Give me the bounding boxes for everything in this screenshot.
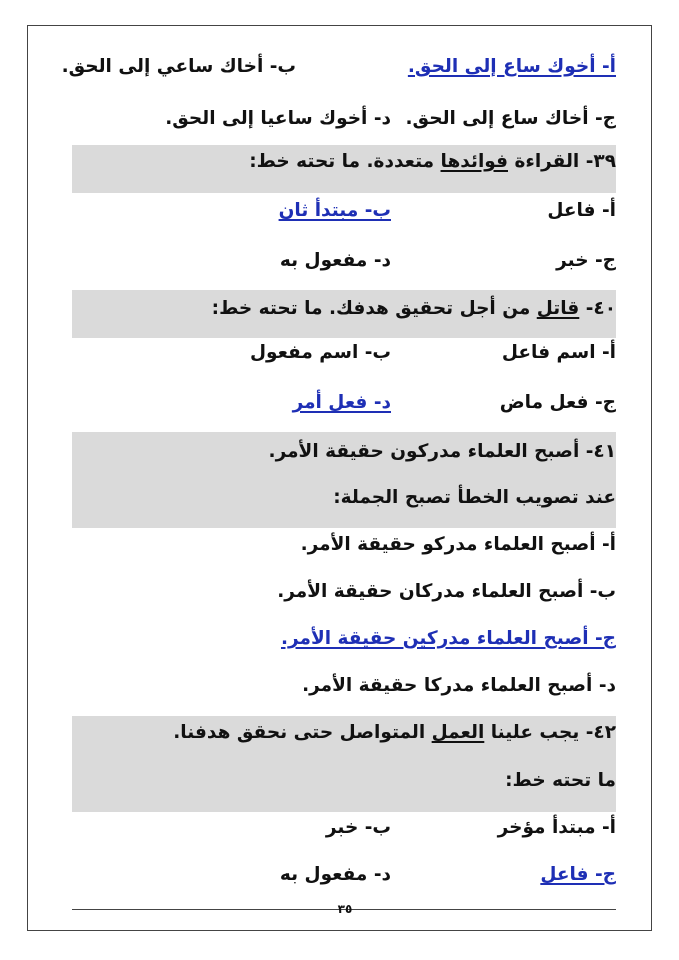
q41-option-d-row	[72, 675, 616, 701]
q42-option-d: د- مفعول به	[279, 864, 391, 885]
q39-question	[72, 151, 616, 179]
q42-option-c: ج- فاعل	[540, 864, 616, 885]
q41-question-line1	[72, 441, 616, 469]
q42-question-text: ٤٢- يجب علينا العمل المتواصل حتى نحقق هدفنا.	[173, 722, 616, 743]
q41-option-c-row	[72, 628, 616, 654]
q41-option-d: د- أصبح العلماء مدركا حقيقة الأمر.	[302, 675, 616, 696]
q40-option-b: ب- اسم مفعول	[249, 342, 391, 363]
q39-option-d: د- مفعول به	[279, 250, 391, 271]
q41-question-text: ٤١- أصبح العلماء مدركون حقيقة الأمر.	[268, 441, 616, 462]
q42-option-a: أ- مبتدأ مؤخر	[497, 817, 616, 838]
q41-instruction: عند تصويب الخطأ تصبح الجملة:	[333, 487, 616, 508]
q39-options-row2	[72, 250, 616, 276]
q40-question-text: ٤٠- قاتل من أجل تحقيق هدفك. ما تحته خط:	[211, 298, 616, 319]
q41-option-a-row	[72, 534, 616, 560]
q42-option-b: ب- خبر	[325, 817, 391, 838]
q40-underlined-word: قاتل	[536, 298, 580, 319]
q40-options-row1	[72, 342, 616, 368]
q40-question	[72, 298, 616, 326]
q39-underlined-word: فوائدها	[440, 151, 508, 172]
q42-underlined-word: العمل	[431, 722, 485, 743]
q39-option-b: ب- مبتدأ ثان	[278, 200, 391, 221]
q41-option-b: ب- أصبح العلماء مدركان حقيقة الأمر.	[277, 581, 616, 602]
q38-option-b: ب- أخاك ساعي إلى الحق.	[61, 56, 296, 77]
q39-option-c: ج- خبر	[556, 250, 616, 271]
q42-options-row1	[72, 817, 616, 843]
q40-option-a: أ- اسم فاعل	[501, 342, 616, 363]
q42-question-line1	[72, 722, 616, 750]
q41-option-c: ج- أصبح العلماء مدركين حقيقة الأمر.	[281, 628, 616, 649]
q40-option-d: د- فعل أمر	[292, 392, 391, 413]
q38-options-row1	[61, 56, 616, 82]
q42-instruction: ما تحته خط:	[505, 770, 616, 791]
q41-question-line2	[72, 487, 616, 515]
q40-options-row2	[72, 392, 616, 418]
q39-option-a: أ- فاعل	[547, 200, 616, 221]
q42-options-row2	[72, 864, 616, 890]
q41-option-a: أ- أصبح العلماء مدركو حقيقة الأمر.	[300, 534, 616, 555]
q38-option-a: أ- أخوك ساع إلى الحق.	[407, 56, 616, 77]
q38-option-c: ج- أخاك ساع إلى الحق.	[405, 108, 616, 129]
q40-option-c: ج- فعل ماض	[499, 392, 616, 413]
q38-option-d: د- أخوك ساعيا إلى الحق.	[165, 108, 391, 129]
page-number: ٣٥	[337, 902, 353, 916]
q39-options-row1	[72, 200, 616, 226]
q42-question-line2	[72, 770, 616, 798]
q38-options-row2	[72, 108, 616, 134]
q39-question-text: ٣٩- القراءة فوائدها متعددة. ما تحته خط:	[249, 151, 616, 172]
q41-option-b-row	[72, 581, 616, 607]
